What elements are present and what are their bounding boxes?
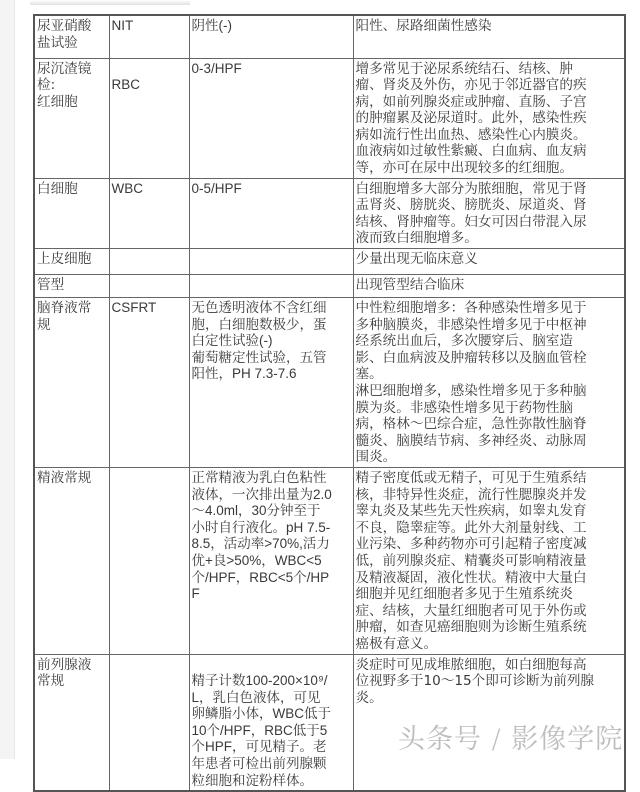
test-code-cell: RBC — [109, 58, 189, 178]
page-margin — [0, 0, 15, 759]
normal-value-cell: 无色透明液体不含红细 胞，白细胞数极少，蛋 白定性试验(-) 葡萄糖定性试验，五管 阳性，PH 7.3-7.6 — [189, 298, 353, 468]
test-name-cell: 精液常规 — [34, 467, 109, 654]
normal-value-cell — [189, 275, 353, 298]
test-name-cell: 白细胞 — [34, 178, 109, 248]
table-row — [34, 15, 625, 58]
test-code-cell: WBC — [109, 178, 189, 248]
test-code-cell — [109, 249, 189, 275]
normal-value-cell: 阴性(-) — [189, 15, 353, 58]
clinical-meaning-cell: 炎症时可见成堆脓细胞，如白细胞每高 位视野多于10～15个即可诊断为前列腺 炎。 — [353, 654, 625, 791]
normal-value-cell: 0-5/HPF — [189, 178, 353, 248]
clinical-meaning-cell: 阳性、尿路细菌性感染 — [353, 15, 625, 58]
test-code-cell: CSFRT — [109, 298, 189, 468]
clinical-meaning-cell: 中性粒细胞增多：各种感染性增多见于 多种脑膜炎，非感染性增多见于中枢神 经系统出血后，多次腰穿后、脑室造 影、白血病波及肿瘤转移以及脑血管栓 塞。 淋巴细胞增多，感染性增多见于多种脑 膜为炎。非感染性增多见于药物性脑 病，格林～巴综合症，急性弥散性脑脊 髓炎、脑膜结节病、多神经炎、动脉周 围炎。 — [353, 298, 625, 468]
test-name-cell: 尿沉渣镜 检: 红细胞 — [34, 58, 109, 178]
test-code-cell — [109, 654, 189, 791]
table-row — [34, 467, 625, 654]
normal-value-cell — [189, 249, 353, 275]
table-row — [34, 275, 625, 298]
normal-value-cell: 0-3/HPF — [189, 58, 353, 178]
test-code-cell — [109, 275, 189, 298]
test-code-cell: NIT — [109, 15, 189, 58]
lab-test-table — [33, 14, 626, 792]
clinical-meaning-cell: 少量出现无临床意义 — [353, 249, 625, 275]
table-row — [34, 58, 625, 178]
clinical-meaning-cell: 精子密度低或无精子，可见于生殖系结 核，非特异性炎症，流行性腮腺炎并发 睾丸炎及某些先天性疾病，如睾丸发育 不良，隐睾症等。此外大剂量射线、工 业污染、多种药物亦可引起精子密度减 低，前列腺炎症、精囊炎可影响精液量 及精液凝固，液化性状。精液中大量白 细胞并见红细胞者多见于生殖系统炎 症、结核，大量红细胞者可见于外伤或 肿瘤，如查见癌细胞则为诊断生殖系统 癌极有意义。 — [353, 467, 625, 654]
test-name-cell: 尿亚硝酸 盐试验 — [34, 15, 109, 58]
test-code-cell — [109, 467, 189, 654]
test-name-cell: 管型 — [34, 275, 109, 298]
clinical-meaning-cell: 增多常见于泌尿系统结石、结核、肿 瘤、肾炎及外伤，亦见于邻近器官的疾 病，如前列腺炎症或肿瘤、直肠、子宫 的肿瘤累及泌尿道时。此外，感染性疾 病如流行性出血热、感染性心内膜炎。 血液病如过敏性紫癜、白血病、血友病 等，亦可在尿中出现较多的红细胞。 — [353, 58, 625, 178]
normal-value-cell: 正常精液为乳白色粘性 液体，一次排出量为2.0 ～4.0ml，30分钟至于 小时自行液化。pH 7.5- 8.5，活动率>70%,活力 优+良>50%，WBC<5 个/HPF，RBC<5个/HP F — [189, 467, 353, 654]
clinical-meaning-cell: 出现管型结合临床 — [353, 275, 625, 298]
table-row — [34, 298, 625, 468]
table-row — [34, 178, 625, 248]
table-row — [34, 249, 625, 275]
cropped-caption — [30, 0, 190, 5]
test-name-cell: 前列腺液 常规 — [34, 654, 109, 791]
watermark: 头条号 / 影像学院 — [398, 724, 624, 755]
test-name-cell: 脑脊液常 规 — [34, 298, 109, 468]
test-name-cell: 上皮细胞 — [34, 249, 109, 275]
clinical-meaning-cell: 白细胞增多大部分为脓细胞，常见于肾 盂肾炎、膀胱炎、膀胱炎、尿道炎、肾 结核、肾肿瘤等。妇女可因白带混入尿 液而致白细胞增多。 — [353, 178, 625, 248]
normal-value-cell: 精子计数100-200×10⁹/ L，乳白色液体，可见 卵鳞脂小体，WBC低于 10个/HPF，RBC低于5 个HPF，可见精子。老 年患者可检出前列腺颗 粒细胞和淀粉样体。 — [189, 654, 353, 791]
